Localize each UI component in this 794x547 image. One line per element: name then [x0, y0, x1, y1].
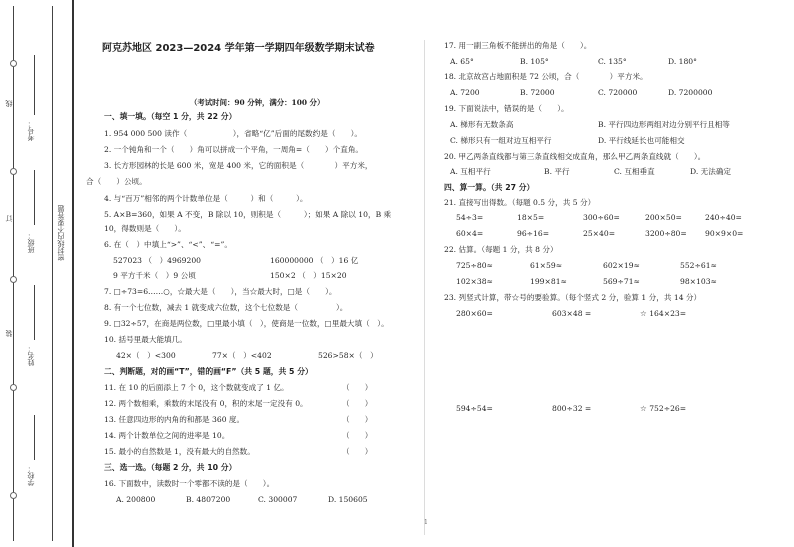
class-label: 班级：	[27, 232, 35, 253]
q22-item: 569÷71≈	[603, 277, 640, 286]
question-19-option-d: D. 平行线延长也可能相交	[598, 136, 685, 145]
question-6: 6. 在（ ）中填上“>”、“<”、“=”。	[104, 240, 232, 249]
question-6-item: 150×2 （ ）15×20	[270, 271, 347, 280]
question-15: 15. 最小的自然数是 1，没有最大的自然数。	[104, 447, 255, 456]
line-mark-zhuang: 装	[5, 330, 13, 337]
question-17-option: C. 135°	[598, 57, 627, 66]
question-18-option: C. 720000	[598, 88, 638, 97]
q21-item: 200×50=	[645, 213, 682, 222]
binding-hole	[10, 60, 17, 67]
q21-item: 25×40=	[583, 229, 616, 238]
binding-line	[13, 6, 14, 541]
page-number: 1	[424, 519, 428, 526]
q22-item: 61×59≈	[530, 261, 563, 270]
column-divider	[424, 40, 425, 535]
q22-item: 199×81≈	[530, 277, 567, 286]
question-5-line2: 10，得数则是（ ）。	[104, 224, 186, 233]
line-mark-xian: 线	[5, 100, 13, 107]
question-19-option-a: A. 梯形有无数条高	[450, 120, 514, 129]
question-20: 20. 甲乙两条直线都与第三条直线相交成直角，那么甲乙两条直线就（ ）。	[444, 152, 706, 161]
question-20-option: C. 互相垂直	[614, 167, 655, 176]
q21-item: 60×4=	[456, 229, 484, 238]
question-16: 16. 下面数中，读数时一个零都不读的是（ ）。	[104, 479, 275, 488]
binding-hole	[10, 168, 17, 175]
question-14: 14. 两个计数单位之间的进率是 10。	[104, 431, 230, 440]
question-10: 10. 括号里最大能填几。	[104, 335, 187, 344]
question-5-line1: 5. A×B=360，如果 A 不变，B 除以 10，则积是（ ）；如果 A 除以 10，B 乘	[104, 210, 392, 219]
question-17-option: A. 65°	[450, 57, 474, 66]
question-10-item: 77×（ ）<402	[212, 351, 272, 360]
q21-item: 96÷16=	[517, 229, 550, 238]
question-10-item: 526>58×（ ）	[318, 351, 378, 360]
exam-no-field[interactable]	[34, 55, 35, 115]
question-6-item: 160000000 （ ）16 亿	[270, 256, 359, 265]
answer-bracket[interactable]: （ ）	[342, 383, 373, 392]
q22-item: 602×19≈	[603, 261, 640, 270]
q23-item: 280×60=	[456, 309, 493, 318]
q21-item: 240÷40=	[705, 213, 742, 222]
section-2-heading: 二、判断题，对的画“T”，错的画“F”（共 5 题，共 5 分）	[104, 367, 313, 376]
question-4: 4. 与“百万”相邻的两个计数单位是（ ）和（ ）。	[104, 194, 308, 203]
section-3-heading: 三、选一选。（每题 2 分，共 10 分）	[104, 463, 237, 472]
question-17-option: B. 105°	[520, 57, 549, 66]
answer-bracket[interactable]: （ ）	[342, 415, 373, 424]
binding-hole	[10, 492, 17, 499]
question-3-line1: 3. 长方形园林的长是 600 米，宽是 400 米，它的面积是（ ）平方米，	[104, 161, 373, 170]
seal-text: 密封线内不要答题	[57, 205, 65, 261]
question-21: 21. 直接写出得数。（每题 0.5 分，共 5 分）	[444, 198, 596, 207]
sidebar-border	[72, 0, 74, 547]
question-6-item: 9 平方千米（ ）9 公顷	[113, 271, 196, 280]
question-11: 11. 在 10 的后面添上 7 个 0，这个数就变成了 1 亿。	[104, 383, 289, 392]
q21-item: 90×9×0=	[705, 229, 744, 238]
question-18-option: B. 72000	[520, 88, 555, 97]
question-22: 22. 估算。（每题 1 分，共 8 分）	[444, 245, 558, 254]
q21-item: 3200÷80=	[645, 229, 687, 238]
binding-sidebar	[0, 0, 74, 547]
q23-item: 800÷32 =	[552, 404, 592, 413]
q23-item: ☆ 164×23=	[640, 309, 687, 318]
question-3-line2: 合（ ）公顷。	[86, 177, 147, 186]
q23-item: 594÷54=	[456, 404, 493, 413]
question-9: 9. □32÷57，在商是两位数，□里最小填（ ），使商是一位数，□里最大填（ ）。	[104, 319, 389, 328]
q21-item: 54÷3=	[456, 213, 484, 222]
q21-item: 300÷60=	[583, 213, 620, 222]
question-7: 7. □÷73=6……○，☆最大是（ ），当☆最大时，□是（ ）。	[104, 287, 337, 296]
binding-hole	[10, 384, 17, 391]
answer-bracket[interactable]: （ ）	[342, 399, 373, 408]
exam-no-label: 考号：	[27, 120, 35, 141]
class-field[interactable]	[34, 170, 35, 225]
question-23: 23. 列竖式计算，带☆号的要验算。（每个竖式 2 分，验算 1 分，共 14 分）	[444, 293, 702, 302]
question-17-option: D. 180°	[668, 57, 697, 66]
answer-bracket[interactable]: （ ）	[342, 431, 373, 440]
question-13: 13. 任意四边形的内角的和都是 360 度。	[104, 415, 245, 424]
q23-item: 603×48 =	[552, 309, 592, 318]
question-20-option: A. 互相平行	[450, 167, 491, 176]
binding-hole	[10, 276, 17, 283]
question-20-option: D. 无法确定	[690, 167, 732, 176]
question-1: 1. 954 000 500 读作（ ），省略“亿”后面的尾数约是（ ）。	[104, 129, 362, 138]
question-18-option: A. 7200	[450, 88, 480, 97]
seal-line	[52, 6, 53, 541]
question-19-option-c: C. 梯形只有一组对边互相平行	[450, 136, 552, 145]
q23-item: ☆ 752÷26=	[640, 404, 687, 413]
q21-item: 18×5=	[517, 213, 545, 222]
question-20-option: B. 平行	[544, 167, 570, 176]
question-16-option: B. 4807200	[186, 495, 231, 504]
exam-title: 阿克苏地区 2023—2024 学年第一学期四年级数学期末试卷	[102, 43, 375, 54]
q22-item: 725÷80≈	[456, 261, 493, 270]
question-18: 18. 北京故宫占地面积是 72 公顷，合（ ）平方米。	[444, 72, 648, 81]
question-12: 12. 两个数相乘，乘数的末尾没有 0，积的末尾一定没有 0。	[104, 399, 308, 408]
question-18-option: D. 7200000	[668, 88, 713, 97]
name-field[interactable]	[34, 285, 35, 340]
section-1-heading: 一、填一填。（每空 1 分，共 22 分）	[104, 112, 237, 121]
question-8: 8. 有一个七位数，减去 1 就变成六位数，这个七位数是（ ）。	[104, 303, 348, 312]
q22-item: 552÷61≈	[680, 261, 717, 270]
question-16-option: A. 200800	[116, 495, 156, 504]
question-6-item: 527023 （ ）4969200	[113, 256, 202, 265]
question-19: 19. 下面说法中，错误的是（ ）。	[444, 104, 569, 113]
question-16-option: C. 300007	[258, 495, 298, 504]
q22-item: 98×103≈	[680, 277, 717, 286]
question-17: 17. 用一副三角板不能拼出的角是（ ）。	[444, 41, 592, 50]
question-2: 2. 一个钝角和一个（ ）角可以拼成一个平角，一周角=（ ）个直角。	[104, 145, 364, 154]
answer-bracket[interactable]: （ ）	[342, 447, 373, 456]
question-19-option-b: B. 平行四边形两组对边分别平行且相等	[598, 120, 730, 129]
school-label: 学校：	[27, 465, 35, 486]
question-10-item: 42×（ ）<300	[116, 351, 176, 360]
exam-subtitle: （考试时间：90 分钟，满分：100 分）	[190, 98, 325, 107]
name-label: 姓名：	[27, 345, 35, 366]
question-16-option: D. 150605	[328, 495, 368, 504]
q22-item: 102×38≈	[456, 277, 493, 286]
section-4-heading: 四、算一算。（共 27 分）	[444, 183, 535, 192]
line-mark-ding: 订	[5, 215, 13, 222]
school-field[interactable]	[34, 415, 35, 460]
